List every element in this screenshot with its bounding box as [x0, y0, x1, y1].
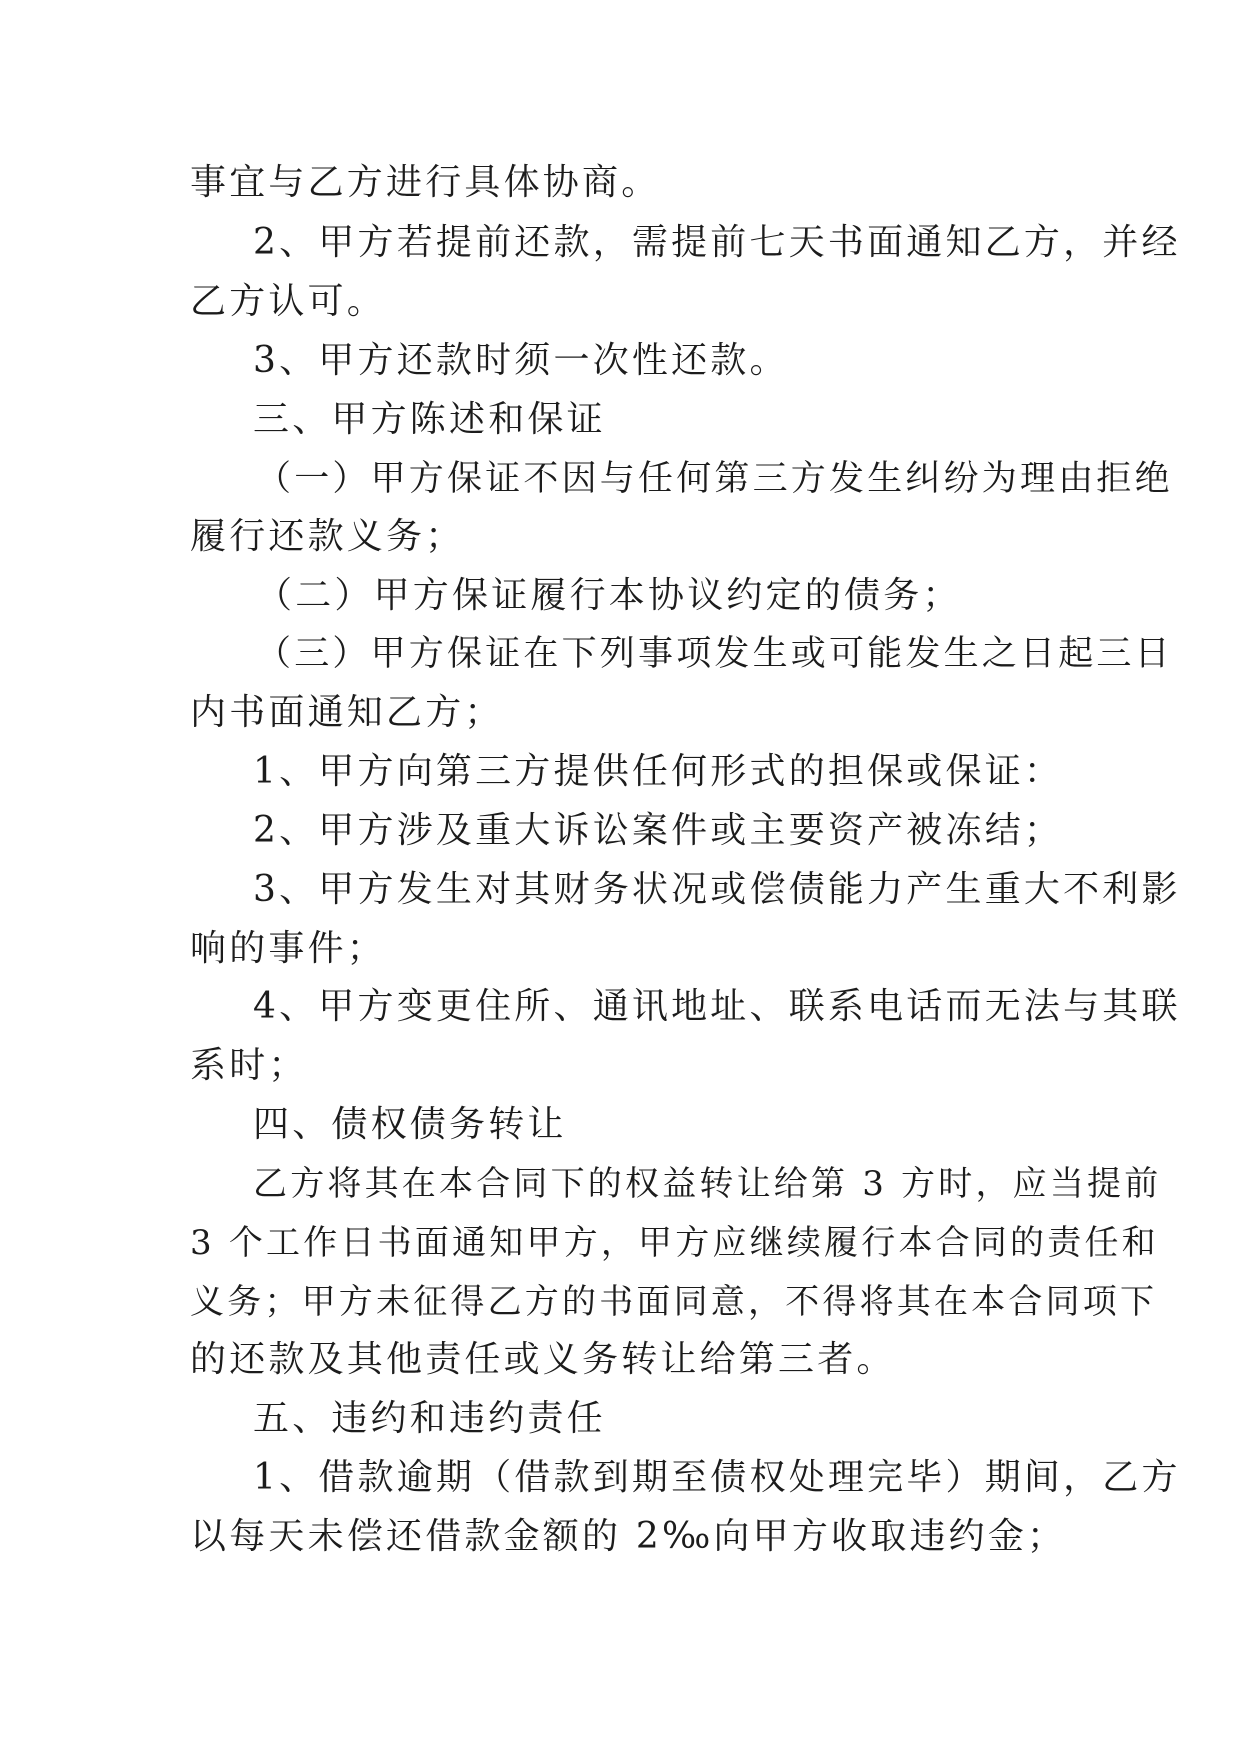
text-line: 1、甲方向第三方提供任何形式的担保或保证： — [253, 751, 1064, 792]
text-line: （二）甲方保证履行本协议约定的债务； — [256, 575, 962, 616]
text-line: 2、甲方若提前还款，需提前七天书面通知乙方，并经 — [253, 222, 1181, 263]
text-line: 3 个工作日书面通知甲方，甲方应继续履行本合同的责任和 — [190, 1223, 1159, 1263]
text-line: （三）甲方保证在下列事项发生或可能发生之日起三日 — [256, 634, 1173, 674]
text-line: 乙方认可。 — [190, 281, 387, 322]
text-line: 1、借款逾期（借款到期至债权处理完毕）期间，乙方 — [253, 1457, 1181, 1498]
text-line: 以每天未偿还借款金额的 2‰向甲方收取违约金； — [190, 1516, 1067, 1557]
text-line: 3、甲方还款时须一次性还款。 — [253, 340, 789, 381]
text-line: （一）甲方保证不因与任何第三方发生纠纷为理由拒绝 — [256, 459, 1173, 499]
section-heading: 三、甲方陈述和保证 — [253, 399, 606, 440]
section-heading: 四、债权债务转让 — [253, 1104, 567, 1145]
text-line: 履行还款义务； — [190, 516, 465, 557]
text-line: 2、甲方涉及重大诉讼案件或主要资产被冻结； — [253, 810, 1064, 851]
text-line: 4、甲方变更住所、通讯地址、联系电话而无法与其联 — [253, 986, 1181, 1027]
text-line: 3、甲方发生对其财务状况或偿债能力产生重大不利影 — [253, 869, 1181, 910]
text-line: 乙方将其在本合同下的权益转让给第 3 方时，应当提前 — [253, 1164, 1162, 1204]
text-line: 响的事件； — [190, 928, 387, 969]
text-line: 义务；甲方未征得乙方的书面同意，不得将其在本合同项下 — [190, 1282, 1158, 1322]
text-line: 的还款及其他责任或义务转让给第三者。 — [190, 1339, 896, 1380]
text-line: 事宜与乙方进行具体协商。 — [190, 162, 661, 203]
text-line: 内书面通知乙方； — [190, 692, 504, 733]
section-heading: 五、违约和违约责任 — [253, 1398, 606, 1439]
text-line: 系时； — [190, 1045, 308, 1086]
